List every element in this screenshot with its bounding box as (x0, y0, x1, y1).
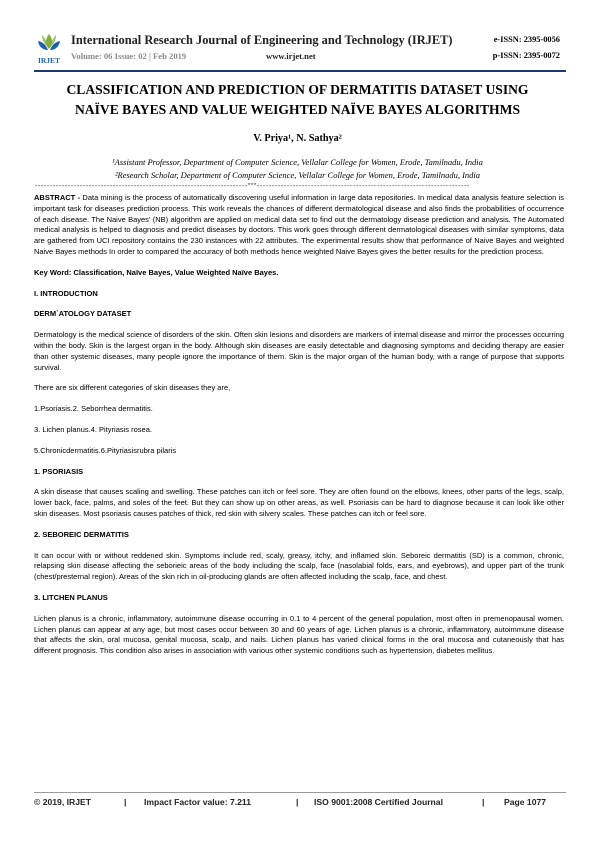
journal-website-link[interactable]: www.irjet.net (266, 51, 316, 61)
footer-divider-1: | (124, 797, 127, 807)
journal-header (34, 30, 566, 68)
paper-body (34, 193, 564, 667)
logo-text: IRJET (37, 56, 61, 65)
title-line-1: CLASSIFICATION AND PREDICTION OF DERMATITIS DATASET USING (66, 82, 529, 97)
title-line-2: NAÏVE BAYES AND VALUE WEIGHTED NAÏVE BAYES ALGORITHMS (74, 102, 521, 117)
abstract-label: ABSTRACT - (34, 193, 81, 202)
header-divider (34, 70, 566, 72)
footer-divider-2: | (296, 797, 299, 807)
abstract (34, 193, 564, 258)
keywords: Key Word: Classification, Naïve Bayes, Value Weighted Naïve Bayes. (34, 267, 279, 277)
disease-list-item-1: 1.Psoriasis.2. Seborrhea dermatitis. (34, 404, 153, 414)
eissn: e-ISSN: 2395-0056 (493, 35, 560, 44)
intro-paragraph-2: There are six different categories of skin diseases they are, (34, 383, 231, 393)
affiliation-1: ¹Assistant Professor, Department of Computer Science, Vellalar College for Women, Erode, Tamilnadu, India (112, 157, 483, 167)
footer-copyright: © 2019, IRJET (34, 797, 91, 807)
lichen-paragraph: Lichen planus is a chronic, inflammatory, autoimmune disease occurring in 0.1 to 4 percent of the general population, most often in premenopausal women. Lichen planus can appear at any age, but most cases occur between 30 and 60 years of age. Lichen planus is a chronic, inflammatory, autoimmune disease that affects the skin, oral mucosa, genital mucosa, scalp, and nails. Lichen planus has varied clinical forms in the oral mucosa and cutaneously that has different prognosis. This condition also arises in association with various other systemic conditions such as hypertension, diabetes mellitus. (34, 613, 564, 656)
psoriasis-paragraph: A skin disease that causes scaling and swelling. These patches can itch or feel sore. They are often found on the elbows, knees, other parts of the legs, scalp, lower back, face, palms, and soles of the feet. But they can show up on other areas, as well. Psoriasis can be hard to diagnose because it can look like other skin diseases. Most psoriasis causes patches of thick, red skin with silvery scales. These patches can itch or feel sore. (34, 487, 564, 518)
journal-name: International Research Journal of Engineering and Technology (IRJET) (71, 33, 453, 47)
footer-iso-certification: ISO 9001:2008 Certified Journal (314, 797, 443, 807)
footer-divider (34, 792, 566, 793)
leaf-logo-icon (34, 32, 64, 66)
heading-dermatology-dataset: DERM`ATOLOGY DATASET (34, 309, 132, 319)
abstract-text: Data mining is the process of automatically discovering useful information in large data repositories. In medical data analysis feature selection is important task for diseases prediction process. This work reveals the chances of different dermatological disease and also finds the probabilities of occurrence of each disease. The Naive Bayes' (NB) algorithm are applied on medical data set to find out the dermatology disease prediction and analysis. The Automated medical analysis is helped to diagnosis and predict diseases by doctors. This work goes through different dermatological diseases with similar symptoms, data are gathered from UCI repository contains the 230 instances with 22 attributes. The experimental results show that performance of Naive Bayes and weighted Naive Bayes methods In order to compared the accuracy of both methods hence weighted Naive Bayes gives the better results for the prediction process. (34, 193, 565, 256)
affiliation-2: ²Research Scholar, Department of Computer Science, Vellalar College for Women, Erode, Tamilnadu, India (114, 170, 481, 180)
heading-seboreic-dermatitis: 2. SEBOREIC DERMATITIS (34, 529, 129, 539)
disease-list-item-3: 5.Chronicdermatitis.6.Pityriasisrubra pilaris (34, 445, 177, 455)
heading-introduction: I. INTRODUCTION (34, 288, 98, 298)
seboreic-paragraph: It can occur with or without reddened skin. Symptoms include red, scaly, greasy, itchy, and inflamed skin. Seboreic dermatitis (SD) is a common, chronic, relapsing skin disease affecting the seborieic areas of the body including the scalp, face (nasolabial folds, ears, and eyebrows), and upper part of the trunk (chest/presternal region). Areas of the skin rich in oil-producing glands are often affected including the scalp, face, and chest. (34, 550, 564, 582)
footer-page-number: Page 1077 (504, 797, 547, 807)
page-footer (34, 797, 566, 811)
heading-lichen-planus: 3. LITCHEN PLANUS (34, 592, 108, 602)
footer-impact-factor: Impact Factor value: 7.211 (144, 797, 251, 807)
pissn: p-ISSN: 2395-0072 (492, 51, 560, 60)
heading-psoriasis: 1. PSORIASIS (34, 466, 84, 476)
intro-paragraph-1: Dermatology is the medical science of disorders of the skin. Often skin lesions and disorders are markers of internal disease and mirror the processes occurring within the body. Skin is the largest organ in the body. Although skin diseases are easily detectable and diagnosing symptoms and deciding therapy are easier than other systemic diseases, many people ignore the importance of them. Skin is the major organ of the human body, with a range of purpose that supports survival. (34, 330, 564, 372)
author-list: V. Priya¹, N. Sathya² (253, 133, 342, 144)
section-separator: -----------------------------------------------------------------------***----------------------------------------------------------------------- (34, 183, 470, 191)
paper-title (30, 80, 565, 120)
volume-issue: Volume: 06 Issue: 02 | Feb 2019 (71, 51, 187, 61)
footer-divider-3: | (482, 797, 485, 807)
disease-list-item-2: 3. Lichen planus.4. Pityriasis rosea. (34, 424, 152, 434)
